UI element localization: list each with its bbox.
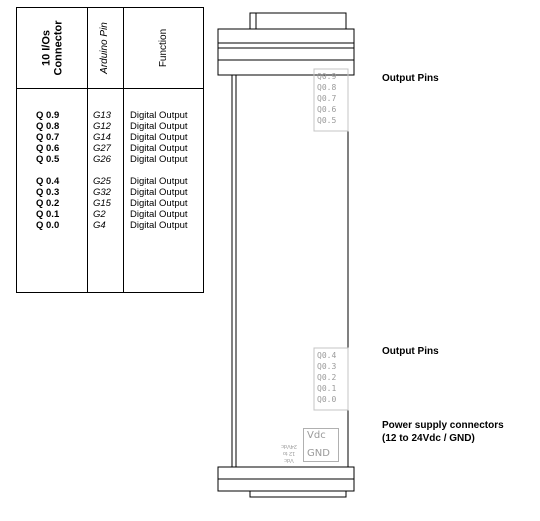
function-cell: Digital Output	[130, 220, 188, 231]
callout-power-supply	[382, 419, 504, 445]
pin-cell: G4	[93, 220, 106, 231]
silk-label: Q0.1	[317, 384, 337, 393]
pin-table	[16, 7, 204, 293]
io-cell: Q 0.8	[36, 121, 60, 132]
io-cell: Q 0.6	[36, 143, 60, 154]
header-io-connector	[17, 8, 87, 88]
callout-power-line2: (12 to 24Vdc / GND)	[382, 433, 475, 444]
header-arduino-pin: Arduino Pin	[99, 22, 111, 74]
silk-label: Q0.5	[317, 116, 337, 125]
io-cell: Q 0.3	[36, 187, 60, 198]
power-gnd-label: GND	[307, 448, 330, 459]
io-cell: Q 0.4	[36, 176, 60, 187]
function-cell: Digital Output	[130, 110, 188, 121]
silk-label: Q0.6	[317, 105, 337, 114]
function-cell: Digital Output	[130, 176, 188, 187]
power-vdc-label: Vdc	[307, 430, 326, 441]
silk-label: Q0.2	[317, 373, 337, 382]
pin-cell: G2	[93, 209, 106, 220]
io-column	[36, 110, 59, 231]
function-cell: Digital Output	[130, 198, 188, 209]
pin-cell: G12	[93, 121, 111, 132]
pin-cell: G13	[93, 110, 111, 121]
pin-cell: G25	[93, 176, 111, 187]
silk-label: Q0.9	[317, 72, 337, 81]
silk-label: Q0.3	[317, 362, 337, 371]
silkscreen-output-labels-top	[317, 71, 336, 126]
silk-label: Q0.7	[317, 94, 337, 103]
top-flange	[218, 29, 354, 75]
pin-cell: G14	[93, 132, 111, 143]
function-cell: Digital Output	[130, 143, 188, 154]
pin-cell: G26	[93, 154, 111, 165]
silk-label: Q0.8	[317, 83, 337, 92]
function-cell: Digital Output	[130, 209, 188, 220]
header-io-line2: Connector	[52, 20, 64, 76]
callout-output-pins-top: Output Pins	[382, 73, 439, 84]
power-range-label: Vdc 12 to 24Vdc	[281, 443, 297, 463]
table-header-divider	[17, 88, 203, 89]
pin-cell: G15	[93, 198, 111, 209]
io-cell: Q 0.2	[36, 198, 60, 209]
callout-output-pins-bottom: Output Pins	[382, 346, 439, 357]
function-column	[130, 110, 188, 231]
function-cell: Digital Output	[130, 154, 188, 165]
io-cell: Q 0.5	[36, 154, 60, 165]
pin-cell: G32	[93, 187, 111, 198]
header-io-line1: 10 I/Os	[40, 29, 52, 67]
io-cell: Q 0.1	[36, 209, 60, 220]
function-cell: Digital Output	[130, 121, 188, 132]
function-cell: Digital Output	[130, 187, 188, 198]
module-outline	[216, 7, 364, 499]
silk-label: Q0.4	[317, 351, 337, 360]
io-cell: Q 0.7	[36, 132, 60, 143]
io-cell: Q 0.9	[36, 110, 60, 121]
pin-cell: G27	[93, 143, 111, 154]
pin-column	[93, 110, 111, 231]
silk-label: Q0.0	[317, 395, 337, 404]
silkscreen-output-labels-bottom	[317, 350, 336, 405]
function-cell: Digital Output	[130, 132, 188, 143]
io-cell: Q 0.0	[36, 220, 60, 231]
header-function: Function	[157, 28, 169, 68]
callout-power-line1: Power supply connectors	[382, 420, 504, 431]
